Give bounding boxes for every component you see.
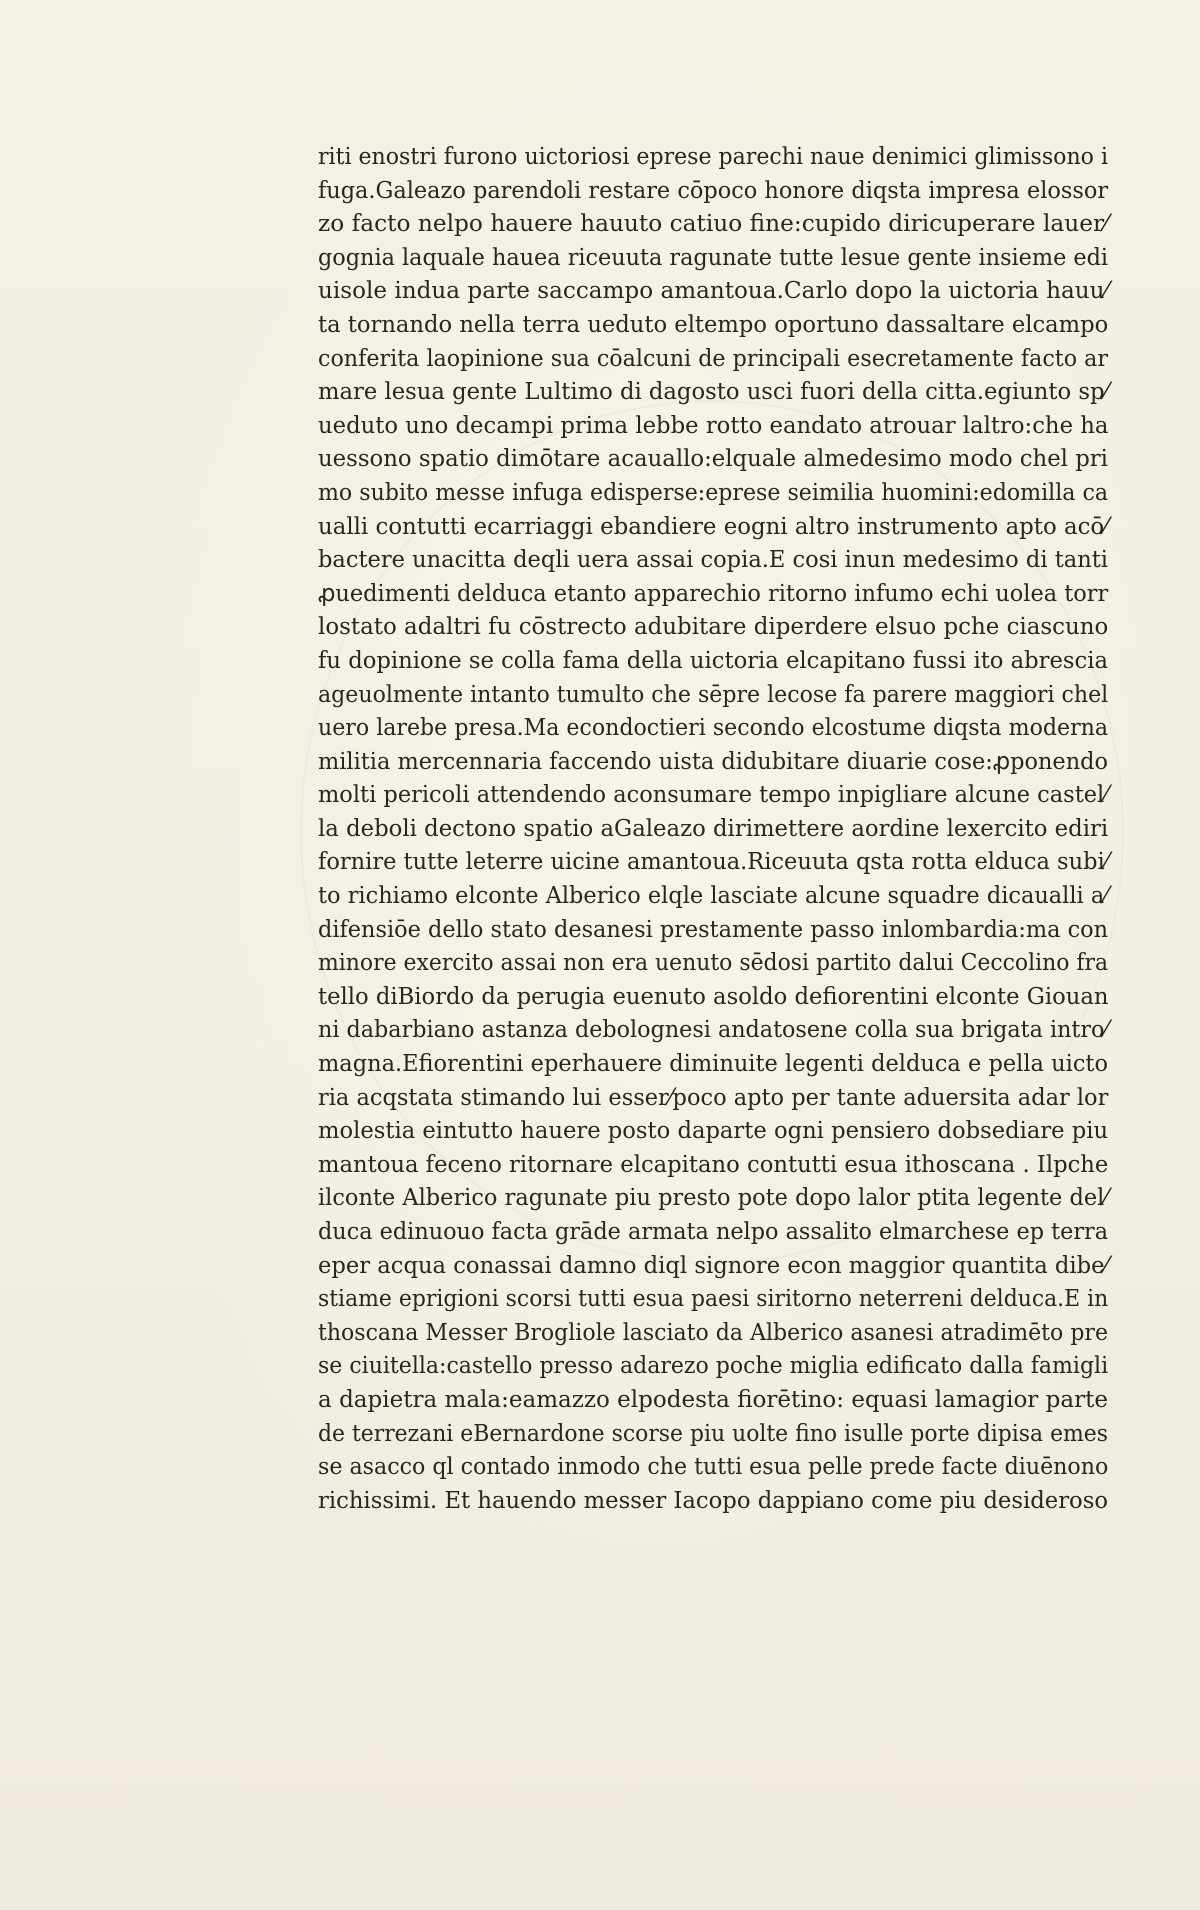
text-line: se asacco ql contado inmodo che tutti esua pelle prede facte diuēnono <box>318 1452 1109 1481</box>
text-line: difensiōe dello stato desanesi prestamente passo inlombardia:ma con <box>318 914 1109 943</box>
text-line: gognia laquale hauea riceuuta ragunate tutte lesue gente insieme edi <box>318 242 1109 271</box>
text-line: bactere unacitta deqli uera assai copia.E cosi inun medesimo di tanti <box>318 545 1108 574</box>
text-line: ueduto uno decampi prima lebbe rotto eandato atrouar laltro:che ha <box>318 410 1109 439</box>
text-line: riti enostri furono uictoriosi eprese parechi naue denimici glimissono i <box>318 142 1108 170</box>
text-line: ni dabarbiano astanza debolognesi andatosene colla sua brigata intro⁄ <box>318 1015 1109 1044</box>
text-line: la deboli dectono spatio aGaleazo dirimettere aordine lexercito ediri <box>318 813 1109 842</box>
text-line: ualli contutti ecarriaggi ebandiere eogni altro instrumento apto acō⁄ <box>318 511 1108 540</box>
text-line: thoscana Messer Brogliole lasciato da Alberico asanesi atradimēto pre <box>318 1317 1108 1346</box>
text-line: richissimi. Et hauendo messer Iacopo dappiano come piu desideroso <box>318 1485 1109 1514</box>
text-line: mare lesua gente Lultimo di dagosto usci fuori della citta.egiunto sp⁄ <box>318 377 1109 406</box>
text-line: tello diBiordo da perugia euenuto asoldo defiorentini elconte Giouan <box>318 981 1109 1010</box>
text-line: lostato adaltri fu cōstrecto adubitare diperdere elsuo pche ciascuno <box>318 612 1109 641</box>
text-line: fuga.Galeazo parendoli restare cōpoco honore diqsta impresa elossor <box>318 175 1109 204</box>
text-line: ta tornando nella terra ueduto eltempo oportuno dassaltare elcampo <box>318 309 1109 338</box>
text-line: ageuolmente intanto tumulto che sēpre lecose fa parere maggiori chel <box>318 679 1109 708</box>
text-line: duca edinuouo facta grāde armata nelpo assalito elmarchese ep terra <box>318 1217 1109 1245</box>
text-line: zo facto nelpo hauere hauuto catiuo fine:cupido diricuperare lauer⁄ <box>318 209 1108 238</box>
text-line: se ciuitella:castello presso adarezo poche miglia edificato dalla famigli <box>318 1351 1109 1380</box>
text-line: mantoua feceno ritornare elcapitano contutti esua ithoscana . Ilpche <box>318 1149 1109 1178</box>
text-line: ilconte Alberico ragunate piu presto pote dopo lalor ptita legente del⁄ <box>318 1183 1109 1212</box>
text-line: fornire tutte leterre uicine amantoua.Riceuuta qsta rotta elduca subi⁄ <box>318 847 1109 876</box>
text-line: uero larebe presa.Ma econdoctieri secondo elcostume diqsta moderna <box>318 713 1109 742</box>
text-line: conferita laopinione sua cōalcuni de principali esecretamente facto ar <box>318 343 1109 372</box>
text-line: stiame eprigioni scorsi tutti esua paesi siritorno neterreni delduca.E in <box>318 1284 1109 1313</box>
text-line: ria acqstata stimando lui esser⁄poco apto per tante aduersita adar lor <box>318 1082 1109 1111</box>
text-line: ꝓuedimenti delduca etanto apparechio ritorno infumo echi uolea torr <box>318 578 1109 607</box>
text-line: de terrezani eBernardone scorse piu uolte fino isulle porte dipisa emes <box>318 1418 1108 1447</box>
text-line: fu dopinione se colla fama della uictoria elcapitano fussi ito abrescia <box>318 645 1109 674</box>
text-line: molti pericoli attendendo aconsumare tempo inpigliare alcune castel⁄ <box>318 780 1108 809</box>
text-line: molestia eintutto hauere posto daparte ogni pensiero dobsediare piu <box>318 1116 1109 1145</box>
text-line: uessono spatio dimōtare acauallo:elquale almedesimo modo chel pri <box>318 444 1108 473</box>
text-line: mo subito messe infuga edisperse:eprese seimilia huomini:edomilla ca <box>318 477 1109 506</box>
text-line: to richiamo elconte Alberico elqle lasciate alcune squadre dicaualli a⁄ <box>318 881 1109 910</box>
text-line: minore exercito assai non era uenuto sēdosi partito dalui Ceccolino fra <box>318 948 1109 977</box>
text-line: uisole indua parte saccampo amantoua.Carlo dopo la uictoria hauu⁄ <box>318 276 1109 305</box>
text-column <box>318 140 1108 1517</box>
text-line: a dapietra mala:eamazzo elpodesta fiorētino: equasi lamagior parte <box>318 1384 1108 1413</box>
text-line: militia mercennaria faccendo uista didubitare diuarie cose:ꝓponendo <box>318 746 1108 775</box>
text-line: magna.Efiorentini eperhauere diminuite legenti delduca e pella uicto <box>318 1049 1108 1078</box>
text-line: eper acqua conassai damno diql signore econ maggior quantita dibe⁄ <box>318 1250 1109 1279</box>
